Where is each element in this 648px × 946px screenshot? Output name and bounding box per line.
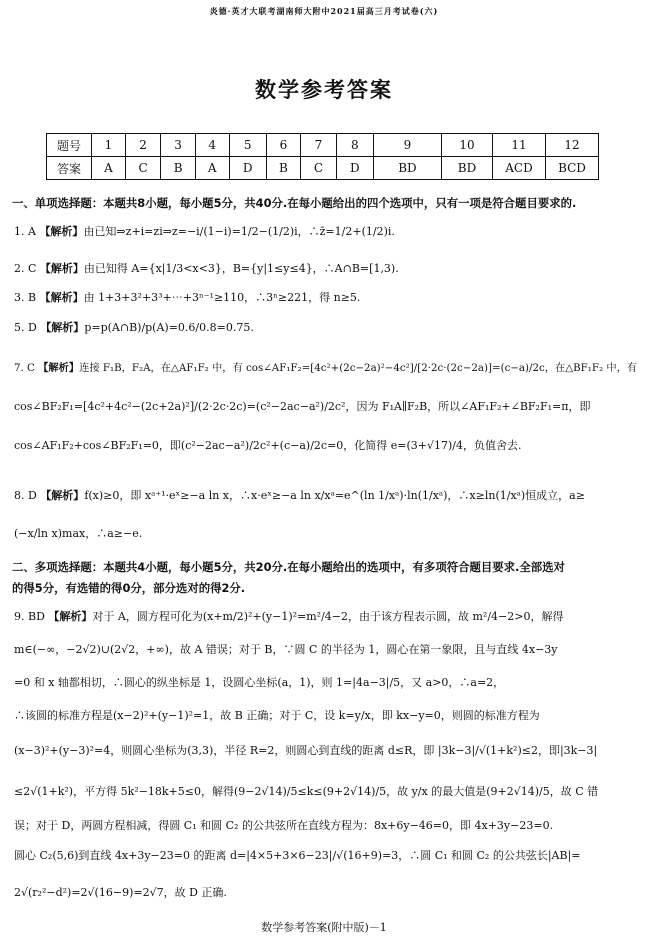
question-number-cell: 1 [92,134,126,157]
solution-text: 由已知⇒z+i=zi⇒z=−i/(1−i)=1/2−(1/2)i，∴z̄=1/2+(1/2)i. [83,225,395,238]
answer-cell: A [92,157,126,180]
analysis-tag: 【解析】 [39,262,84,275]
section-heading-single-choice: 一、单项选择题：本题共8小题，每小题5分，共40分.在每小题给出的四个选项中，只有一项是符合题目要求的. [12,196,577,210]
answer-cell: BD [373,157,441,180]
row-label-question-number: 题号 [47,134,92,157]
solution-q7-line3: cos∠AF₁F₂+cos∠BF₂F₁=0，即(c²−2ac−a²)/2c²+(c−a)/2c=0，化简得 e=(3+√17)/4，负值舍去. [14,439,522,452]
solution-text: 连接 F₁B，F₂A，在△AF₁F₂ 中，有 cos∠AF₁F₂=[4c²+(2c−2a)²−4c²]/[2·2c·(2c−2a)]=(c−a)/2c，在△BF₁F₂ 中，有 [79,362,638,374]
answer-cell: B [266,157,300,180]
solution-text: p=p(A∩B)/p(A)=0.6/0.8=0.75. [84,321,254,334]
question-number: 8. D [14,489,37,502]
question-number-cell: 12 [546,134,599,157]
page-footer: 数学参考答案(附中版)－1 [261,921,387,934]
analysis-tag: 【解析】 [40,321,85,334]
question-number-cell: 3 [161,134,195,157]
solution-q7-line2: cos∠BF₂F₁=[4c²+4c²−(2c+2a)²]/(2·2c·2c)=(c²−2ac−a²)/2c²，因为 F₁A∥F₂B，所以∠AF₁F₂+∠BF₂F₁=π，即 [14,400,591,413]
row-label-answer: 答案 [47,157,92,180]
analysis-tag: 【解析】 [40,489,85,502]
solution-q9-line6: ≤2√(1+k²)，平方得 5k²−18k+5≤0，解得(9−2√14)/5≤k≤(9+2√14)/5，故 y/x 的最大值是(9+2√14)/5，故 C 错 [14,785,599,798]
question-number-row [47,134,599,157]
question-number-cell: 10 [442,134,493,157]
solution-q5 [14,322,254,333]
solution-q9-line8: 圆心 C₂(5,6)到直线 4x+3y−23=0 的距离 d=|4×5+3×6−23|/√(16+9)=3，∴圆 C₁ 和圆 C₂ 的公共弦长|AB|= [14,849,581,862]
solution-q7-line1 [14,363,637,373]
answer-cell: C [301,157,337,180]
question-number-cell: 11 [493,134,546,157]
analysis-tag: 【解析】 [48,610,93,623]
solution-text: f(x)≥0，即 xᵃ⁺¹·eˣ≥−a ln x，∴x·eˣ≥−a ln x/xᵃ=e^(ln 1/xᵃ)·ln(1/xᵃ)，∴x≥ln(1/xᵃ)恒成立，a≥ [84,489,585,502]
question-number: 5. D [14,321,37,334]
solution-text: 由 1+3+3²+3³+⋯+3ⁿ⁻¹≥110，∴3ⁿ≥221，得 n≥5. [83,291,361,304]
solution-q8-line2: (−x/ln x)max，∴a≥−e. [14,527,143,540]
answer-cell: D [229,157,266,180]
answer-row [47,157,599,180]
analysis-tag: 【解析】 [39,291,84,304]
question-number-cell: 5 [229,134,266,157]
solution-q9-line7: 误；对于 D，两圆方程相减，得圆 C₁ 和圆 C₂ 的公共弦所在直线方程为：8x+6y−46=0，即 4x+3y−23=0. [14,819,554,832]
solution-text: 对于 A，圆方程可化为(x+m/2)²+(y−1)²=m²/4−2，由于该方程表示圆，故 m²/4−2>0，解得 [92,610,564,623]
answer-cell: BCD [546,157,599,180]
answer-cell: ACD [493,157,546,180]
solution-q9-line3: =0 和 x 轴都相切，∴圆心的纵坐标是 1，设圆心坐标(a，1)，则 1=|4a−3|/5，又 a>0，∴a=2， [14,676,505,689]
question-number-cell: 4 [195,134,229,157]
answer-table [46,133,599,180]
question-number-cell: 8 [336,134,373,157]
solution-q8-line1 [14,490,585,501]
solution-q1 [14,226,395,237]
question-number: 9. BD [14,610,45,623]
solution-q9-line9: 2√(r₂²−d²)=2√(16−9)=2√7，故 D 正确. [14,886,227,899]
question-number: 7. C [14,362,35,374]
answer-cell: B [161,157,195,180]
solution-q3 [14,292,360,303]
solution-text: 由已知得 A={x|1/3<x<3}，B={y|1≤y≤4}，∴A∩B=[1,3). [83,262,399,275]
answer-cell: D [336,157,373,180]
question-number: 1. A [14,225,36,238]
answer-cell: A [195,157,229,180]
question-number-cell: 9 [373,134,441,157]
question-number: 2. C [14,262,37,275]
answer-cell: C [125,157,161,180]
analysis-tag: 【解析】 [38,362,80,374]
solution-q9-line2: m∈(−∞，−2√2)∪(2√2，+∞)，故 A 错误；对于 B，∵圆 C 的半径为 1，圆心在第一象限，且与直线 4x−3y [14,643,558,656]
solution-q9-line1 [14,611,563,622]
question-number-cell: 7 [301,134,337,157]
page-title: 数学参考答案 [255,78,393,102]
exam-title: 炎德·英才大联考湖南师大附中2021届高三月考试卷(六) [209,6,439,16]
analysis-tag: 【解析】 [39,225,84,238]
solution-q9-line5: (x−3)²+(y−3)²=4，则圆心坐标为(3,3)，半径 R=2，则圆心到直线的距离 d≤R，即 |3k−3|/√(1+k²)≤2，即|3k−3| [14,744,598,757]
answer-cell: BD [442,157,493,180]
section-heading-multiple-choice-line2: 的得5分，有选错的得0分，部分选对的得2分. [12,581,246,595]
question-number-cell: 6 [266,134,300,157]
solution-q2 [14,263,399,274]
solution-q9-line4: ∴该圆的标准方程是(x−2)²+(y−1)²=1，故 B 正确；对于 C，设 k=y/x，即 kx−y=0，则圆的标准方程为 [14,709,540,722]
section-heading-multiple-choice-line1: 二、多项选择题：本题共4小题，每小题5分，共20分.在每小题给出的选项中，有多项符合题目要求.全部选对 [12,560,565,574]
question-number-cell: 2 [125,134,161,157]
question-number: 3. B [14,291,37,304]
